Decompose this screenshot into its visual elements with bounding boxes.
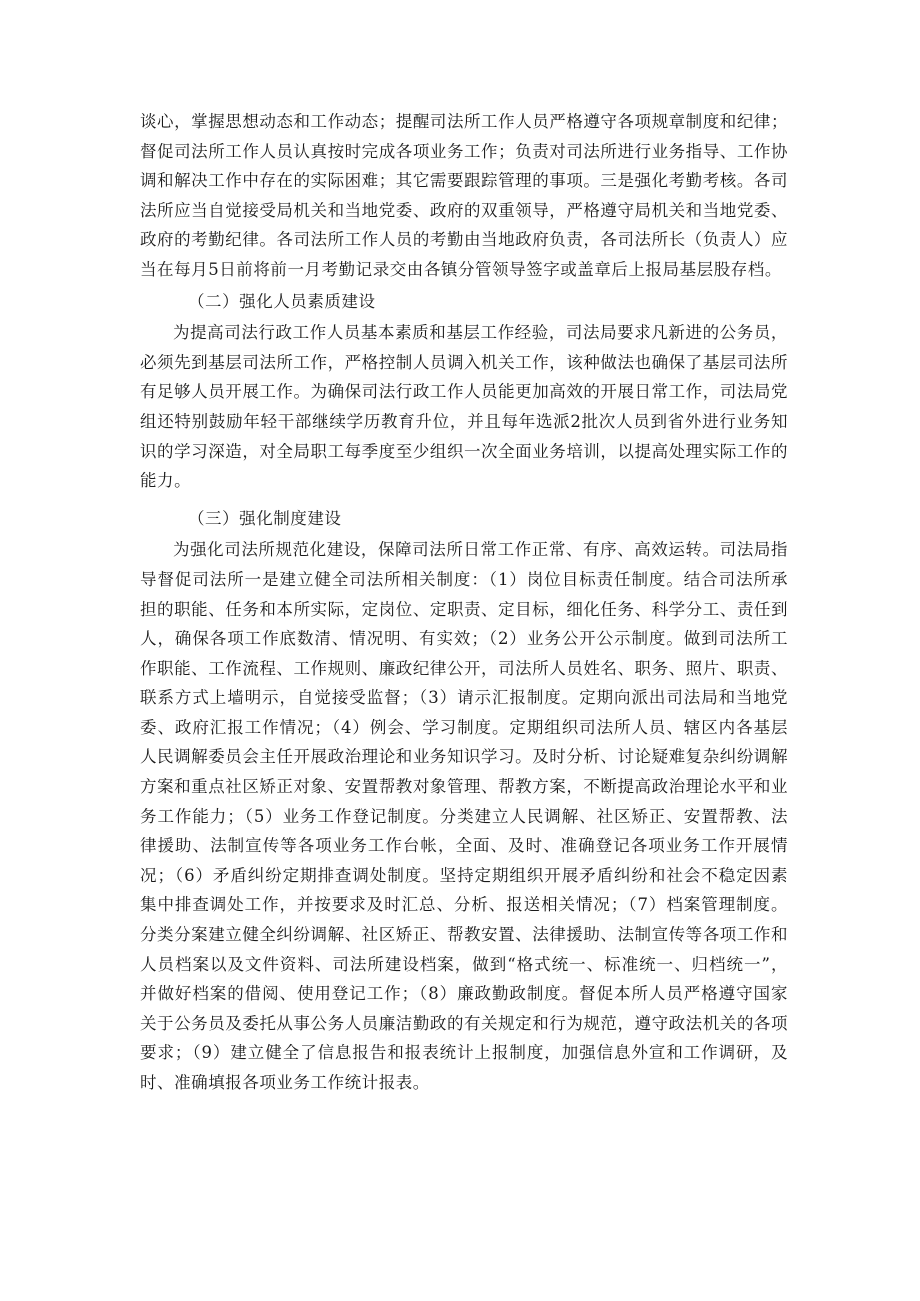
document-page	[140, 107, 788, 1098]
section-heading-system-building: （三）强化制度建设	[188, 508, 342, 528]
section-heading-personnel-quality: （二）强化人员素质建设	[188, 291, 376, 311]
paragraph-system-building: 为强化司法所规范化建设，保障司法所日常工作正常、有序、高效运转。司法局指导督促司法所一是建立健全司法所相关制度：（1）岗位目标责任制度。结合司法所承担的职能、任务和本所实际，定岗位、定职责、定目标，细化任务、科学分工、责任到人，确保各项工作底数清、情况明、有实效；（2）业务公开公示制度。做到司法所工作职能、工作流程、工作规则、廉政纪律公开，司法所人员姓名、职务、照片、职责、联系方式上墙明示，自觉接受监督；（3）请示汇报制度。定期向派出司法局和当地党委、政府汇报工作情况；（4）例会、学习制度。定期组织司法所人员、辖区内各基层人民调解委员会主任开展政治理论和业务知识学习。及时分析、讨论疑难复杂纠纷调解方案和重点社区矫正对象、安置帮教对象管理、帮教方案，不断提高政治理论水平和业务工作能力；（5）业务工作登记制度。分类建立人民调解、社区矫正、安置帮教、法律援助、法制宣传等各项业务工作台帐，全面、及时、准确登记各项业务工作开展情况；（6）矛盾纠纷定期排查调处制度。坚持定期组织开展矛盾纠纷和社会不稳定因素集中排查调处工作，并按要求及时汇总、分析、报送相关情况；（7）档案管理制度。分类分案建立健全纠纷调解、社区矫正、帮教安置、法律援助、法制宣传等各项工作和人员档案以及文件资料、司法所建设档案，做到“格式统一、标准统一、归档统一”，并做好档案的借阅、使用登记工作；（8）廉政勤政制度。督促本所人员严格遵守国家关于公务员及委托从事公务人员廉洁勤政的有关规定和行为规范，遵守政法机关的各项要求；（9）建立健全了信息报告和报表统计上报制度，加强信息外宣和工作调研，及时、准确填报各项业务工作统计报表。	[140, 540, 788, 1092]
paragraph-attendance: 谈心，掌握思想动态和工作动态；提醒司法所工作人员严格遵守各项规章制度和纪律；督促司法所工作人员认真按时完成各项业务工作；负责对司法所进行业务指导、工作协调和解决工作中存在的实际困难；其它需要跟踪管理的事项。三是强化考勤考核。各司法所应当自觉接受局机关和当地党委、政府的双重领导，严格遵守局机关和当地党委、政府的考勤纪律。各司法所工作人员的考勤由当地政府负责，各司法所长（负责人）应当在每月5日前将前一月考勤记录交由各镇分管领导签字或盖章后上报局基层股存档。	[140, 112, 788, 279]
paragraph-personnel-quality: 为提高司法行政工作人员基本素质和基层工作经验，司法局要求凡新进的公务员，必须先到基层司法所工作，严格控制人员调入机关工作，该种做法也确保了基层司法所有足够人员开展工作。为确保司法行政工作人员能更加高效的开展日常工作，司法局党组还特别鼓励年轻干部继续学历教育升位，并且每年选派2批次人员到省外进行业务知识的学习深造，对全局职工每季度至少组织一次全面业务培训，以提高处理实际工作的能力。	[140, 323, 788, 491]
